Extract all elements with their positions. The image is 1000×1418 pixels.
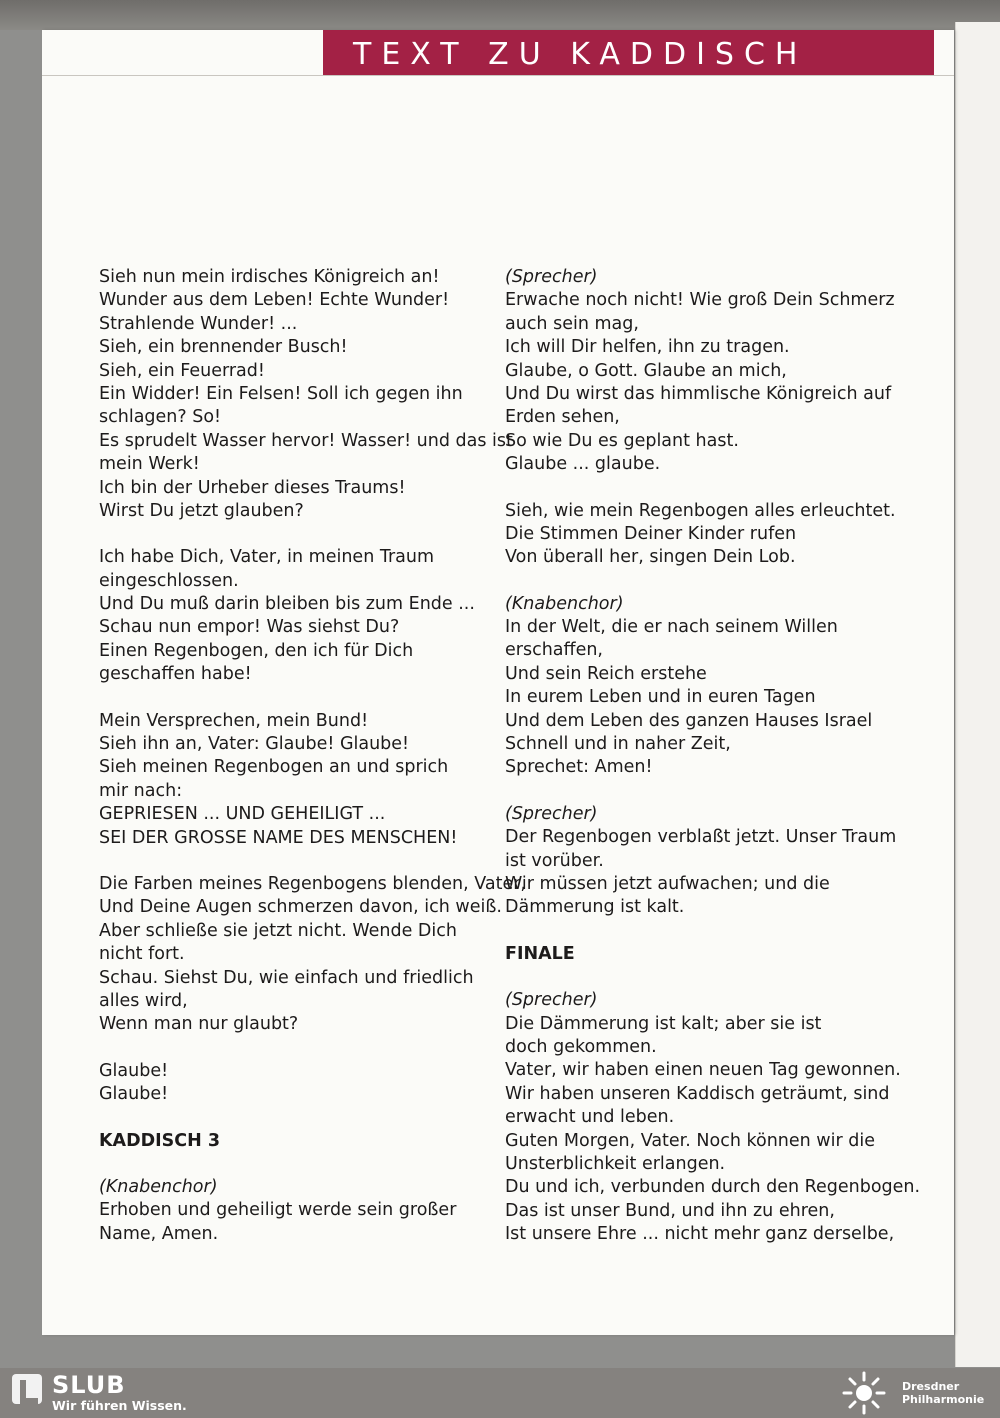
text-line: mir nach: [99, 780, 183, 801]
text-line: Erhoben und geheiligt werde sein großer [99, 1200, 457, 1221]
text-line: Dämmerung ist kalt. [505, 897, 685, 918]
text-line: nicht fort. [99, 944, 185, 965]
text-line: schlagen? So! [99, 407, 222, 428]
text-line: So wie Du es geplant hast. [505, 430, 739, 451]
text-line: erwacht und leben. [505, 1107, 675, 1128]
paragraph-gap [99, 523, 499, 546]
text-line: Ich will Dir helfen, ihn zu tragen. [505, 337, 790, 358]
text-line: Ich habe Dich, Vater, in meinen Traum [99, 547, 435, 568]
text-line: Und Du muß darin bleiben bis zum Ende ... [99, 594, 475, 615]
orchestra-name [902, 1380, 984, 1406]
text-line: Sieh nun mein irdisches Königreich an! [99, 267, 440, 287]
scan-background [0, 0, 1000, 30]
text-line: Und Du wirst das himmlische Königreich auf [505, 383, 892, 404]
orchestra-name-line1: Dresdner [902, 1380, 960, 1393]
text-line: mein Werk! [99, 454, 200, 475]
text-line: Wirst Du jetzt glauben? [99, 500, 304, 521]
section-heading: KADDISCH 3 [99, 1130, 221, 1151]
speaker-label: (Sprecher) [505, 990, 598, 1011]
text-line: Sieh ihn an, Vater: Glaube! Glaube! [99, 734, 410, 755]
text-line: Erden sehen, [505, 407, 620, 428]
text-line: Strahlende Wunder! ... [99, 313, 298, 334]
text-line: Der Regenbogen verblaßt jetzt. Unser Traum [505, 827, 897, 848]
text-line: Sieh, ein Feuerrad! [99, 360, 265, 381]
text-line: auch sein mag, [505, 313, 639, 334]
text-line: Vater, wir haben einen neuen Tag gewonnen. [505, 1060, 901, 1081]
paragraph-gap [505, 477, 945, 500]
right-text-column [505, 266, 945, 1246]
text-line: SEI DER GROSSE NAME DES MENSCHEN! [99, 827, 458, 848]
text-line: Schnell und in naher Zeit, [505, 734, 731, 755]
paragraph-gap [99, 1153, 499, 1176]
text-line: Aber schließe sie jetzt nicht. Wende Dich [99, 920, 457, 941]
slub-logo-icon [12, 1374, 42, 1404]
text-line: Wir haben unseren Kaddisch geträumt, sind [505, 1083, 890, 1104]
text-line: Sieh meinen Regenbogen an und sprich [99, 757, 449, 778]
text-line: erschaffen, [505, 640, 603, 661]
speaker-label: (Knabenchor) [505, 593, 624, 614]
paragraph-gap [505, 966, 945, 989]
speaker-label: (Sprecher) [505, 803, 598, 824]
text-line: Ein Widder! Ein Felsen! Soll ich gegen ihn [99, 383, 463, 404]
text-line: Erwache noch nicht! Wie groß Dein Schmerz [505, 290, 895, 311]
section-heading: FINALE [505, 943, 575, 964]
text-line: Glaube! [99, 1084, 169, 1105]
paragraph-gap [99, 1037, 499, 1060]
speaker-label: (Sprecher) [505, 267, 598, 287]
text-line: Und dem Leben des ganzen Hauses Israel [505, 710, 873, 731]
text-line: Du und ich, verbunden durch den Regenbogen. [505, 1177, 921, 1198]
paragraph-gap [505, 570, 945, 593]
text-line: Wenn man nur glaubt? [99, 1014, 299, 1035]
philharmonie-logo-icon [842, 1371, 886, 1415]
document-page [42, 30, 954, 1335]
text-line: ist vorüber. [505, 850, 604, 871]
paragraph-gap [99, 850, 499, 873]
text-line: Die Stimmen Deiner Kinder rufen [505, 523, 797, 544]
header-divider [42, 75, 954, 76]
orchestra-name-line2: Philharmonie [902, 1393, 985, 1406]
text-line: Glaube ... glaube. [505, 454, 661, 475]
paragraph-gap [505, 780, 945, 803]
text-line: GEPRIESEN ... UND GEHEILIGT ... [99, 804, 386, 825]
text-line: Glaube! [99, 1060, 169, 1081]
text-line: eingeschlossen. [99, 570, 239, 591]
text-line: geschaffen habe! [99, 664, 252, 685]
text-line: Ist unsere Ehre ... nicht mehr ganz derselbe, [505, 1224, 895, 1245]
next-page-edge [955, 22, 1000, 1367]
text-line: alles wird, [99, 990, 188, 1011]
text-line: Wir müssen jetzt aufwachen; und die [505, 873, 830, 894]
text-line: Mein Versprechen, mein Bund! [99, 710, 369, 731]
text-line: Sieh, wie mein Regenbogen alles erleuchtet. [505, 500, 896, 521]
text-line: Name, Amen. [99, 1223, 219, 1244]
text-line: In eurem Leben und in euren Tagen [505, 687, 816, 708]
library-tagline: Wir führen Wissen. [52, 1398, 187, 1413]
text-line: Wunder aus dem Leben! Echte Wunder! [99, 290, 450, 311]
text-line: Das ist unser Bund, und ihn zu ehren, [505, 1200, 835, 1221]
speaker-label: (Knabenchor) [99, 1176, 218, 1197]
text-line: Es sprudelt Wasser hervor! Wasser! und das ist [99, 430, 513, 451]
text-line: Schau. Siehst Du, wie einfach und friedlich [99, 967, 474, 988]
left-text-column [99, 266, 526, 1246]
text-line: In der Welt, die er nach seinem Willen [505, 617, 838, 638]
paragraph-gap [505, 920, 945, 943]
page-title: TEXT ZU KADDISCH [323, 30, 934, 76]
text-line: Die Dämmerung ist kalt; aber sie ist [505, 1013, 822, 1034]
library-name: SLUB [52, 1371, 126, 1399]
text-line: Und Deine Augen schmerzen davon, ich weiß. [99, 897, 502, 918]
paragraph-gap [99, 687, 499, 710]
text-line: Sprechet: Amen! [505, 757, 653, 778]
text-line: Ich bin der Urheber dieses Traums! [99, 477, 406, 498]
text-line: Einen Regenbogen, den ich für Dich [99, 640, 414, 661]
text-line: Schau nun empor! Was siehst Du? [99, 617, 400, 638]
footer-bar [0, 1368, 1000, 1418]
text-line: Die Farben meines Regenbogens blenden, Vater, [99, 873, 526, 894]
text-line: Sieh, ein brennender Busch! [99, 337, 348, 358]
text-line: Von überall her, singen Dein Lob. [505, 547, 796, 568]
paragraph-gap [99, 1107, 499, 1130]
text-line: Unsterblichkeit erlangen. [505, 1153, 726, 1174]
text-line: doch gekommen. [505, 1036, 657, 1057]
text-line: Guten Morgen, Vater. Noch können wir die [505, 1130, 875, 1151]
text-line: Und sein Reich erstehe [505, 663, 707, 684]
text-line: Glaube, o Gott. Glaube an mich, [505, 360, 787, 381]
